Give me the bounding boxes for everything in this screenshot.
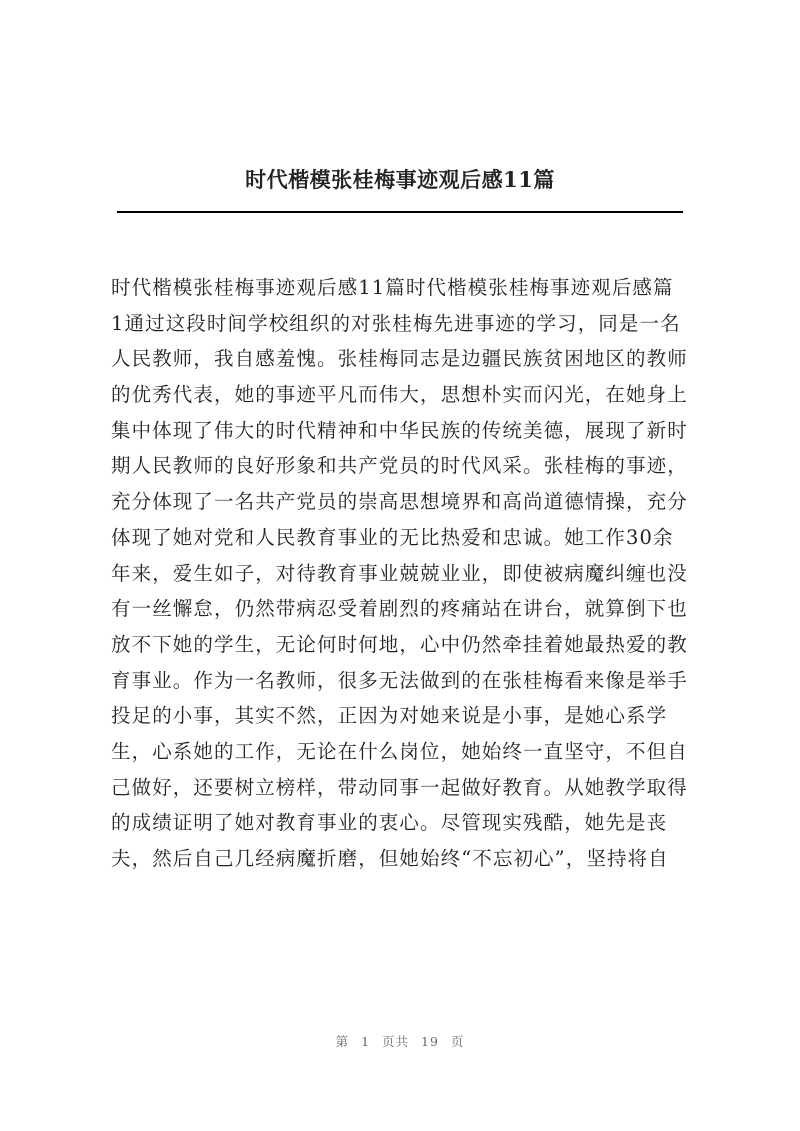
title-divider xyxy=(117,211,683,213)
paragraph-line: 期人民教师的良好形象和共产党员的时代风采。张桂梅的事迹， xyxy=(111,454,688,478)
body-paragraph xyxy=(111,270,695,877)
footer-middle: 页共 xyxy=(382,1034,410,1049)
paragraph-line: 己做好，还要树立榜样，带动同事一起做好教育。从她教学取得 xyxy=(111,775,688,799)
paragraph-line: 充分体现了一名共产党员的崇高思想境界和高尚道德情操，充分 xyxy=(111,490,688,514)
paragraph-line: 1通过这段时间学校组织的对张桂梅先进事迹的学习，同是一名 xyxy=(111,311,681,335)
paragraph-line: 育事业。作为一名教师，很多无法做到的在张桂梅看来像是举手 xyxy=(111,668,688,692)
paragraph-line: 放不下她的学生，无论何时何地，心中仍然牵挂着她最热爱的教 xyxy=(111,632,688,656)
paragraph-line: 有一丝懈怠，仍然带病忍受着剧烈的疼痛站在讲台，就算倒下也 xyxy=(111,597,688,621)
paragraph-line: 人民教师，我自感羞愧。张桂梅同志是边疆民族贫困地区的教师 xyxy=(111,347,688,371)
paragraph-line: 夫，然后自己几经病魔折磨，但她始终“不忘初心”，坚持将自 xyxy=(111,847,669,870)
footer-prefix: 第 xyxy=(335,1034,350,1049)
paragraph-line: 时代楷模张桂梅事迹观后感11篇时代楷模张桂梅事迹观后感篇 xyxy=(111,276,674,299)
paragraph-line: 体现了她对党和人民教育事业的无比热爱和忠诚。她工作30余 xyxy=(111,525,674,549)
paragraph-line: 的成绩证明了她对教育事业的衷心。尽管现实残酷，她先是丧 xyxy=(111,811,668,835)
page-footer xyxy=(0,1032,800,1050)
footer-total-pages: 19 xyxy=(421,1034,439,1049)
document-title: 时代楷模张桂梅事迹观后感11篇 xyxy=(245,167,555,192)
paragraph-line: 投足的小事，其实不然，正因为对她来说是小事，是她心系学 xyxy=(111,704,668,728)
footer-current-page: 1 xyxy=(361,1034,371,1049)
paragraph-line: 生，心系她的工作，无论在什么岗位，她始终一直坚守，不但自 xyxy=(111,739,688,763)
footer-suffix: 页 xyxy=(450,1034,465,1049)
paragraph-line: 年来，爱生如子，对待教育事业兢兢业业，即使被病魔纠缠也没 xyxy=(111,561,688,585)
paragraph-line: 的优秀代表，她的事迹平凡而伟大，思想朴实而闪光，在她身上 xyxy=(111,383,688,407)
paragraph-line: 集中体现了伟大的时代精神和中华民族的传统美德，展现了新时 xyxy=(111,418,688,442)
